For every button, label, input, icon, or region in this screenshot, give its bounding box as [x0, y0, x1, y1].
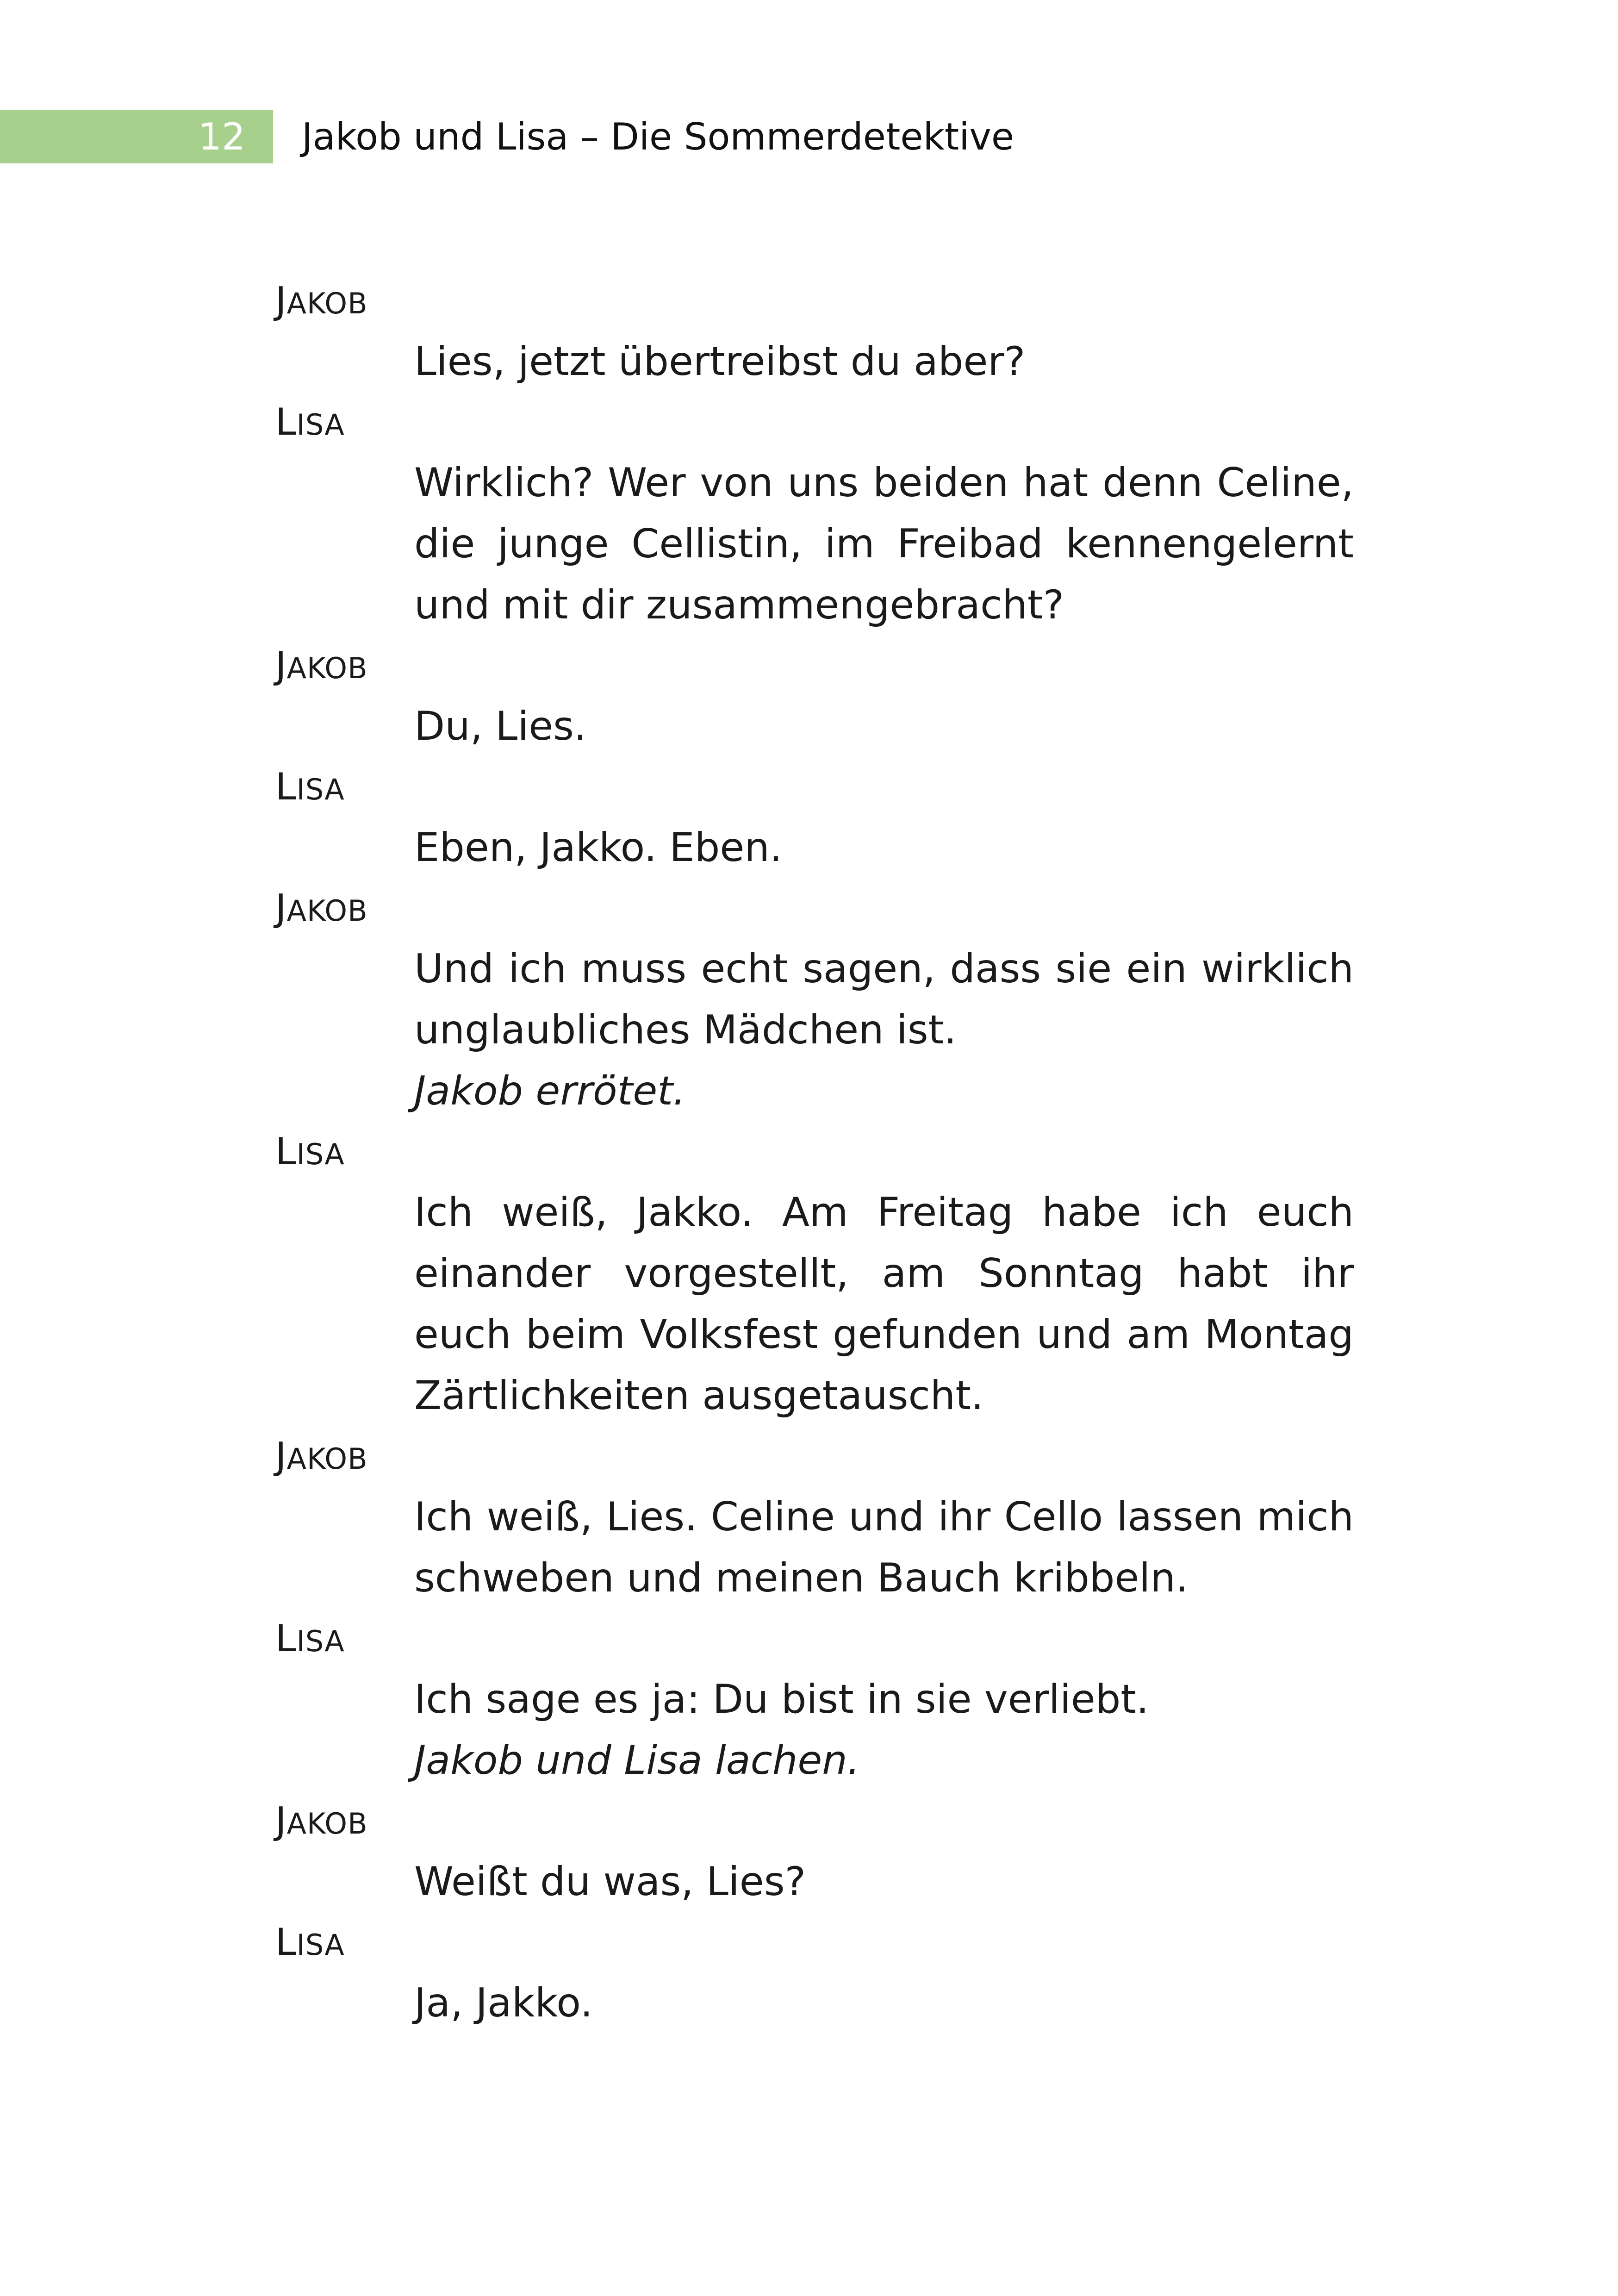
dialogue-line: Ich weiß, Lies. Celine und ihr Cello lassen mich schweben und meinen Bauch kribbeln. [414, 1494, 1354, 1601]
speaker-name: JAKOB [275, 1799, 368, 1842]
dialogue-line: Wirklich? Wer von uns beiden hat denn Celine, die junge Cellistin, im Freibad kennengelernt und mit dir zusammengebracht? [414, 460, 1354, 628]
speaker-name: JAKOB [275, 279, 368, 322]
dialogue-line: Lies, jetzt übertreibst du aber? [414, 338, 1026, 385]
page-number: 12 [198, 115, 245, 158]
dialogue-line: Ich weiß, Jakko. Am Freitag habe ich euch einander vorgestellt, am Sonntag habt ihr euch beim Volksfest gefunden und am Montag Zärtlichkeiten ausgetauscht. [414, 1189, 1354, 1419]
speech-block [414, 938, 1354, 1122]
speech-block [414, 331, 1354, 392]
speaker-name: JAKOB [275, 644, 368, 687]
speech-block [414, 696, 1354, 757]
stage-direction: Jakob und Lisa lachen. [414, 1737, 860, 1784]
dialogue-line: Und ich muss echt sagen, dass sie ein wirklich unglaubliches Mädchen ist. [414, 946, 1354, 1053]
running-title: Jakob und Lisa – Die Sommerdetektive [302, 115, 1014, 158]
dialogue-line: Du, Lies. [414, 703, 587, 749]
speaker-name: LISA [275, 1921, 345, 1964]
speaker-name: LISA [275, 1130, 345, 1173]
speaker-name: JAKOB [275, 886, 368, 930]
speech-block [414, 1486, 1354, 1609]
speaker-name: LISA [275, 765, 345, 808]
speech-block [414, 817, 1354, 878]
speaker-name: LISA [275, 400, 345, 443]
speech-block [414, 1972, 1354, 2034]
stage-direction: Jakob errötet. [414, 1068, 686, 1114]
speech-block [414, 452, 1354, 636]
script-body [275, 271, 1354, 2034]
speech-block [414, 1669, 1354, 1791]
dialogue-line: Ja, Jakko. [414, 1980, 593, 2026]
speech-block [414, 1851, 1354, 1912]
dialogue-line: Weißt du was, Lies? [414, 1859, 806, 1905]
dialogue-line: Ich sage es ja: Du bist in sie verliebt. [414, 1676, 1149, 1722]
speaker-name: JAKOB [275, 1435, 368, 1478]
speaker-name: LISA [275, 1617, 345, 1660]
speech-block [414, 1182, 1354, 1426]
dialogue-line: Eben, Jakko. Eben. [414, 824, 783, 871]
